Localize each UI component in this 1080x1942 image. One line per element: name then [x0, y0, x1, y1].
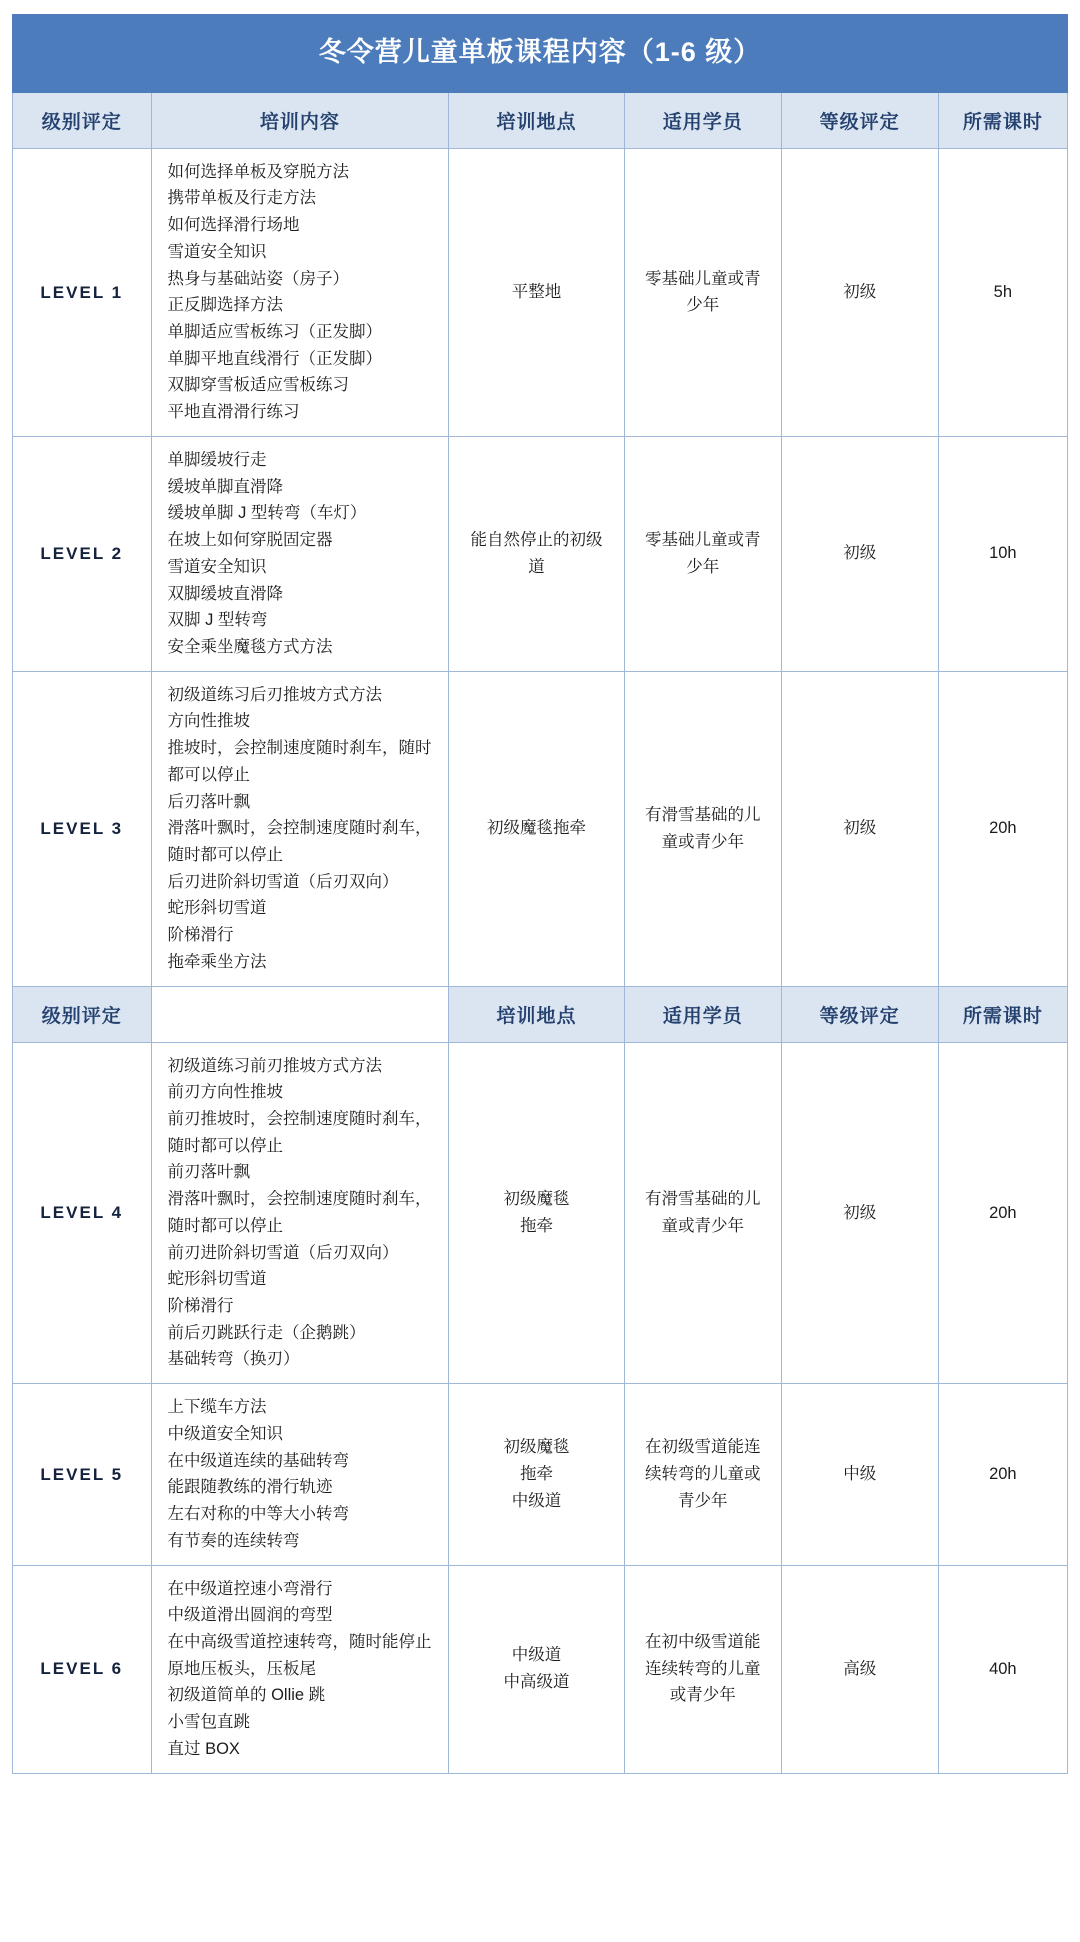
grade-cell: 初级	[781, 436, 938, 671]
table-row	[13, 1565, 1068, 1773]
level-label: LEVEL 5	[13, 1384, 152, 1565]
student-cell: 零基础儿童或青 少年	[624, 148, 781, 436]
student-cell: 在初级雪道能连 续转弯的儿童或 青少年	[624, 1384, 781, 1565]
content-cell: 初级道练习前刃推坡方式方法 前刃方向性推坡 前刃推坡时，会控制速度随时刹车，随时都可以停止 前刃落叶飘 滑落叶飘时，会控制速度随时刹车，随时都可以停止 前刃进阶斜切雪道（后刃双向） 蛇形斜切雪道 阶梯滑行 前后刃跳跃行走（企鹅跳） 基础转弯（换刃）	[151, 1042, 449, 1384]
place-cell: 能自然停止的初级 道	[449, 436, 624, 671]
level-label: LEVEL 3	[13, 671, 152, 986]
hours-cell: 5h	[938, 148, 1067, 436]
table-row	[13, 1042, 1068, 1384]
content-cell: 在中级道控速小弯滑行 中级道滑出圆润的弯型 在中高级雪道控速转弯，随时能停止 原地压板头，压板尾 初级道简单的 Ollie 跳 小雪包直跳 直过 BOX	[151, 1565, 449, 1773]
grade-cell: 中级	[781, 1384, 938, 1565]
column-header-grade: 等级评定	[781, 92, 938, 148]
hours-cell: 40h	[938, 1565, 1067, 1773]
table-row	[13, 1384, 1068, 1565]
student-cell: 在初中级雪道能 连续转弯的儿童 或青少年	[624, 1565, 781, 1773]
course-table	[12, 14, 1068, 1774]
place-cell: 中级道 中高级道	[449, 1565, 624, 1773]
grade-cell: 高级	[781, 1565, 938, 1773]
column-header-hours: 所需课时	[938, 92, 1067, 148]
place-cell: 平整地	[449, 148, 624, 436]
page-title: 冬令营儿童单板课程内容（1-6 级）	[13, 15, 1068, 93]
student-cell: 有滑雪基础的儿 童或青少年	[624, 671, 781, 986]
column-header-content: 培训内容	[151, 92, 449, 148]
grade-cell: 初级	[781, 148, 938, 436]
column-header-blank	[151, 986, 449, 1042]
column-header-student: 适用学员	[624, 986, 781, 1042]
column-header-hours: 所需课时	[938, 986, 1067, 1042]
hours-cell: 20h	[938, 1384, 1067, 1565]
place-cell: 初级魔毯 拖牵 中级道	[449, 1384, 624, 1565]
student-cell: 零基础儿童或青 少年	[624, 436, 781, 671]
level-label: LEVEL 4	[13, 1042, 152, 1384]
table-row	[13, 436, 1068, 671]
content-cell: 上下缆车方法 中级道安全知识 在中级道连续的基础转弯 能跟随教练的滑行轨迹 左右对称的中等大小转弯 有节奏的连续转弯	[151, 1384, 449, 1565]
hours-cell: 20h	[938, 1042, 1067, 1384]
column-header-level: 级别评定	[13, 92, 152, 148]
table-title-row	[13, 15, 1068, 93]
hours-cell: 10h	[938, 436, 1067, 671]
place-cell: 初级魔毯拖牵	[449, 671, 624, 986]
grade-cell: 初级	[781, 1042, 938, 1384]
content-cell: 初级道练习后刃推坡方式方法 方向性推坡 推坡时，会控制速度随时刹车，随时都可以停止 后刃落叶飘 滑落叶飘时，会控制速度随时刹车，随时都可以停止 后刃进阶斜切雪道（后刃双向） 蛇形斜切雪道 阶梯滑行 拖牵乘坐方法	[151, 671, 449, 986]
table-header-row-top	[13, 92, 1068, 148]
column-header-place: 培训地点	[449, 92, 624, 148]
content-cell: 单脚缓坡行走 缓坡单脚直滑降 缓坡单脚 J 型转弯（车灯） 在坡上如何穿脱固定器 雪道安全知识 双脚缓坡直滑降 双脚 J 型转弯 安全乘坐魔毯方式方法	[151, 436, 449, 671]
hours-cell: 20h	[938, 671, 1067, 986]
level-label: LEVEL 6	[13, 1565, 152, 1773]
content-cell: 如何选择单板及穿脱方法 携带单板及行走方法 如何选择滑行场地 雪道安全知识 热身与基础站姿（房子） 正反脚选择方法 单脚适应雪板练习（正发脚） 单脚平地直线滑行（正发脚） 双脚穿雪板适应雪板练习 平地直滑滑行练习	[151, 148, 449, 436]
column-header-level: 级别评定	[13, 986, 152, 1042]
level-label: LEVEL 1	[13, 148, 152, 436]
column-header-grade: 等级评定	[781, 986, 938, 1042]
grade-cell: 初级	[781, 671, 938, 986]
level-label: LEVEL 2	[13, 436, 152, 671]
column-header-place: 培训地点	[449, 986, 624, 1042]
table-row	[13, 148, 1068, 436]
column-header-student: 适用学员	[624, 92, 781, 148]
table-row	[13, 671, 1068, 986]
place-cell: 初级魔毯 拖牵	[449, 1042, 624, 1384]
student-cell: 有滑雪基础的儿 童或青少年	[624, 1042, 781, 1384]
table-header-row-repeat	[13, 986, 1068, 1042]
